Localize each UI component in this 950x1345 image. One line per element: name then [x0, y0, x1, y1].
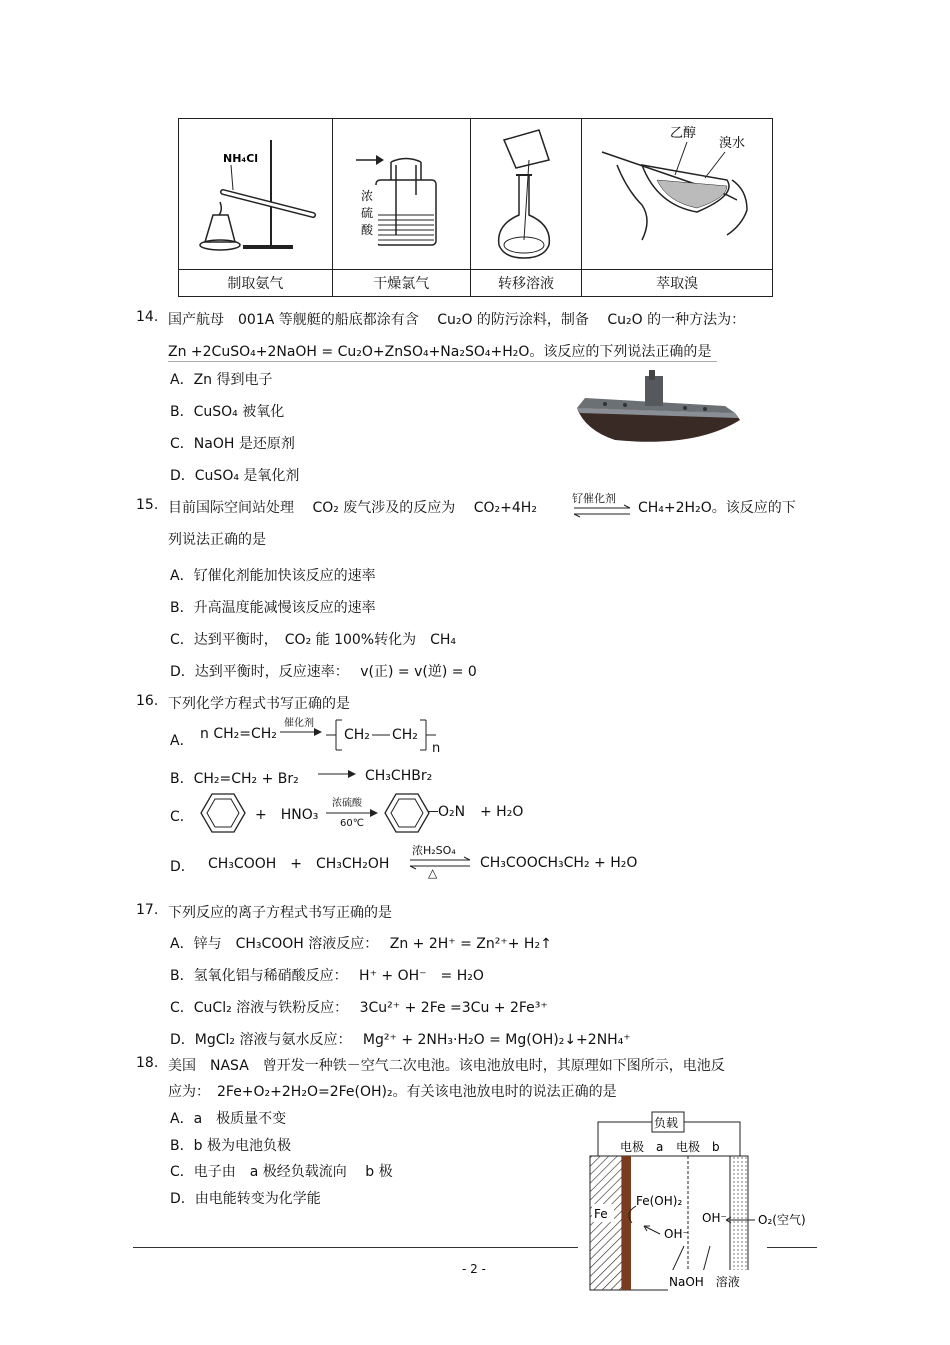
- polymer-bracket-icon: [324, 718, 439, 754]
- q15-number: 15.: [136, 497, 159, 513]
- q18-option-b: B．b 极为电池负极: [170, 1138, 291, 1154]
- q17-option-d: D．MgCl₂ 溶液与氨水反应： Mg²⁺ + 2NH₃·H₂O = Mg(OH)₂↓+2NH₄⁺: [170, 1032, 631, 1048]
- q18-option-a: A．a 极质量不变: [170, 1111, 287, 1127]
- ethanol-label: 乙醇: [670, 125, 697, 141]
- acid-label-2: 硫: [361, 205, 374, 220]
- aircraft-carrier-image: [575, 368, 745, 450]
- q15-stem-b: CH₄+2H₂O。该反应的下: [638, 500, 796, 516]
- q16-a-condition: 催化剂: [284, 718, 314, 729]
- q16-d-reactants: CH₃COOH + CH₃CH₂OH: [208, 856, 390, 872]
- equilibrium-arrow-icon: [408, 856, 472, 870]
- q16-c-cond-top: 浓硫酸: [332, 798, 362, 809]
- electrode-b-label: 电极 b: [676, 1140, 720, 1154]
- acid-label-1: 浓: [361, 188, 374, 203]
- q16-a-n: n: [432, 741, 441, 756]
- q14-number: 14.: [136, 309, 159, 325]
- gas-washing-bottle-icon: [336, 120, 466, 265]
- q15-catalyst: 钌催化剂: [572, 492, 616, 505]
- q17-option-c: C．CuCl₂ 溶液与铁粉反应： 3Cu²⁺ + 2Fe =3Cu + 2Fe³⁺: [170, 1000, 548, 1016]
- bromine-water-label: 溴水: [719, 135, 746, 151]
- q14-option-d: D．CuSO₄ 是氧化剂: [170, 468, 300, 484]
- q17-option-a: A．锌与 CH₃COOH 溶液反应： Zn + 2H⁺ = Zn²⁺+ H₂↑: [170, 936, 552, 952]
- arrow-icon: [326, 808, 382, 818]
- q16-d-products: CH₃COOCH₃CH₂ + H₂O: [480, 855, 638, 871]
- bromine-extraction-cell: [582, 119, 773, 270]
- q16-stem: 下列化学方程式书写正确的是: [168, 696, 350, 712]
- q16-d-cond-top: 浓H₂SO₄: [412, 844, 456, 857]
- q14-stem: 国产航母 001A 等舰艇的船底都涂有含 Cu₂O 的防污涂料，制备 Cu₂O 的一种方法为：: [168, 312, 746, 328]
- q16-a-ch2-1: CH₂: [344, 727, 370, 743]
- arrow-icon: [318, 768, 360, 780]
- oh-label-right: OH⁻: [702, 1211, 727, 1225]
- footer-rule: [133, 1247, 578, 1248]
- nh4cl-label: NH₄Cl: [222, 151, 258, 165]
- q14-equation: Zn +2CuSO₄+2NaOH = Cu₂O+ZnSO₄+Na₂SO₄+H₂O。该反应的下列说法正确的是: [168, 341, 717, 362]
- caption-ammonia: 制取氨气: [179, 270, 333, 297]
- q15-stem-c: 列说法正确的是: [168, 532, 266, 548]
- separatory-funnel-icon: [587, 120, 767, 265]
- ammonia-apparatus-cell: [179, 119, 333, 270]
- acid-label-3: 酸: [361, 222, 374, 237]
- q16-option-c-label: C．: [170, 809, 194, 825]
- feoh2-label: Fe(OH)₂: [636, 1194, 683, 1208]
- solution-transfer-cell: [470, 119, 582, 270]
- q16-a-ch2-2: CH₂: [392, 727, 418, 743]
- q16-option-a-label: A．: [170, 733, 194, 749]
- q16-a-reactant: n CH₂=CH₂: [200, 726, 277, 742]
- oh-label-left: OH⁻: [664, 1227, 689, 1241]
- page-number: - 2 -: [462, 1262, 486, 1276]
- q17-option-b: B．氢氧化铝与稀硝酸反应： H⁺ + OH⁻ = H₂O: [170, 968, 484, 984]
- q15-option-d: D．达到平衡时，反应速率： v(正) = v(逆) = 0: [170, 664, 477, 680]
- q18-stem-2: 应为： 2Fe+O₂+2H₂O=2Fe(OH)₂。有关该电池放电时的说法正确的是: [168, 1084, 617, 1100]
- caption-extraction: 萃取溴: [582, 270, 773, 297]
- q14-option-c: C．NaOH 是还原剂: [170, 436, 295, 452]
- caption-chlorine: 干燥氯气: [332, 270, 470, 297]
- benzene-ring-icon: [200, 792, 246, 834]
- q14-option-a: A．Zn 得到电子: [170, 372, 273, 388]
- electrode-a-label: 电极 a: [620, 1140, 664, 1154]
- load-label: 负载: [654, 1116, 679, 1130]
- chlorine-drying-cell: [332, 119, 470, 270]
- q15-option-a: A．钌催化剂能加快该反应的速率: [170, 568, 376, 584]
- q15-stem-a: 目前国际空间站处理 CO₂ 废气涉及的反应为 CO₂+4H₂: [168, 500, 537, 516]
- q16-number: 16.: [136, 693, 159, 709]
- q16-c-reagent: + HNO₃: [255, 807, 319, 823]
- bond-line: [428, 811, 438, 812]
- q16-option-d-label: D．: [170, 859, 195, 875]
- q18-option-d: D．由电能转变为化学能: [170, 1191, 321, 1207]
- q17-stem: 下列反应的离子方程式书写正确的是: [168, 905, 392, 921]
- volumetric-flask-icon: [474, 120, 579, 265]
- experiment-table: [178, 118, 773, 297]
- q15-option-b: B．升高温度能减慢该反应的速率: [170, 600, 376, 616]
- q16-c-cond-bottom: 60℃: [340, 818, 364, 829]
- ammonia-apparatus-icon: [183, 120, 328, 265]
- q16-c-no2: O₂N: [438, 804, 466, 820]
- footer-rule-right: [767, 1247, 817, 1248]
- q16-option-b: B．CH₂=CH₂ + Br₂: [170, 771, 299, 787]
- q18-stem: 美国 NASA 曾开发一种铁－空气二次电池。该电池放电时，其原理如下图所示，电池反: [168, 1058, 725, 1074]
- arrow-icon: [280, 727, 325, 737]
- equilibrium-arrow-icon: [572, 504, 632, 518]
- q16-c-water: + H₂O: [480, 804, 524, 820]
- q16-d-cond-bottom: △: [428, 866, 438, 880]
- q17-number: 17.: [136, 902, 159, 918]
- o2-air-label: O₂(空气): [758, 1213, 806, 1227]
- q18-option-c: C．电子由 a 极经负载流向 b 极: [170, 1164, 393, 1180]
- battery-diagram: [580, 1108, 820, 1298]
- q16-b-product: CH₃CHBr₂: [365, 768, 433, 784]
- q14-option-b: B．CuSO₄ 被氧化: [170, 404, 285, 420]
- benzene-ring-icon: [384, 792, 430, 834]
- fe-label: Fe: [594, 1207, 608, 1221]
- q18-number: 18.: [136, 1055, 159, 1071]
- caption-transfer: 转移溶液: [470, 270, 582, 297]
- naoh-solution-label: NaOH 溶液: [669, 1275, 740, 1289]
- q15-option-c: C．达到平衡时， CO₂ 能 100%转化为 CH₄: [170, 632, 457, 648]
